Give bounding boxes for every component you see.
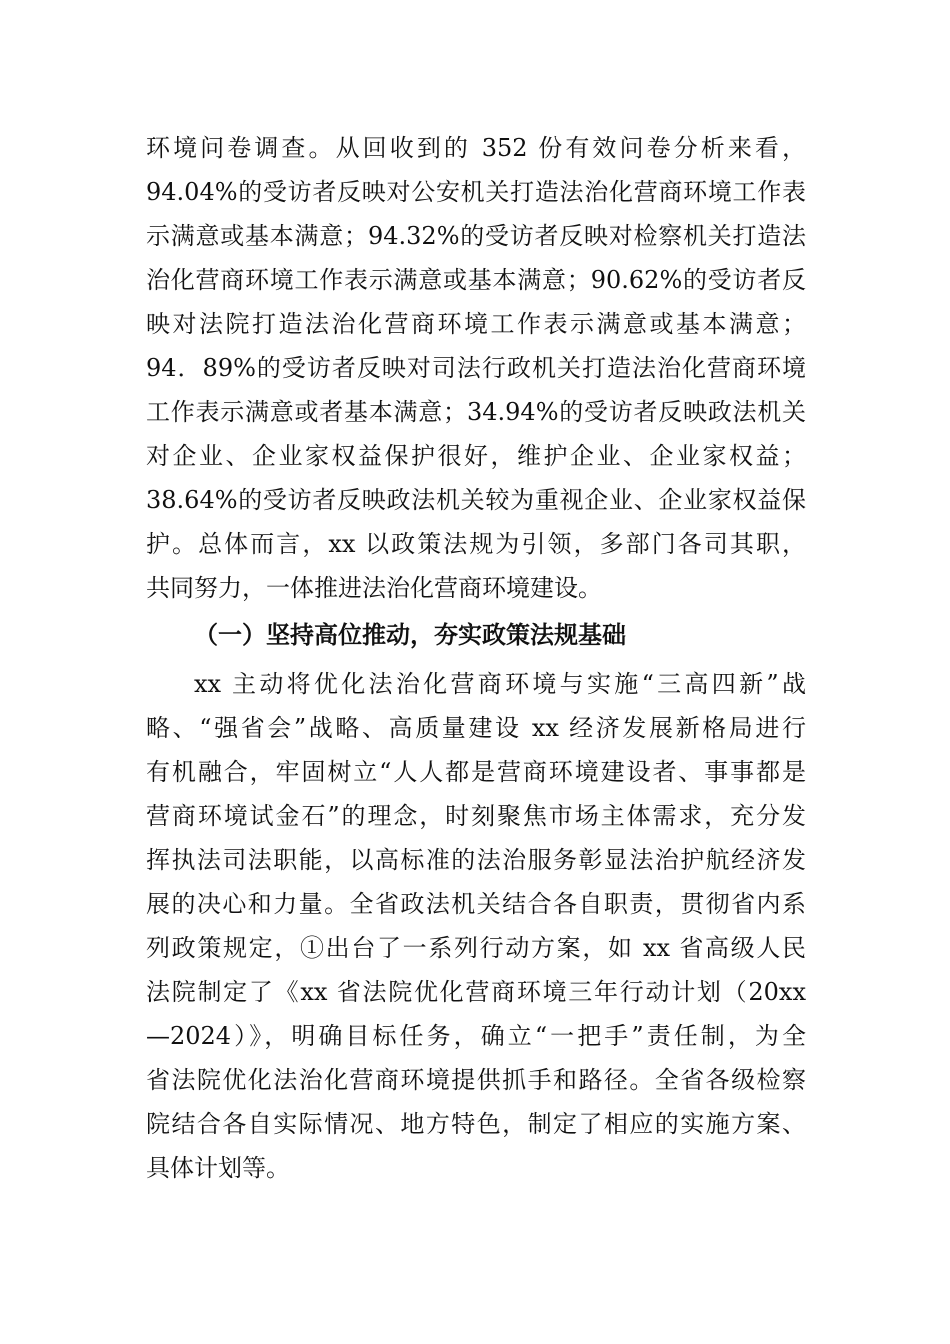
text-line: 工作表示满意或者基本满意；34.94%的受访者反映政法机关 [146,398,806,426]
text-line: 挥执法司法职能，以高标准的法治服务彰显法治护航经济发 [146,846,806,874]
text-line: 有机融合，牢固树立“人人都是营商环境建设者、事事都是 [146,758,806,786]
text-line: 共同努力，一体推进法治化营商环境建设。 [146,574,602,602]
text-line: 列政策规定，①出台了一系列行动方案，如 xx 省高级人民 [146,934,806,962]
text-line: 法院制定了《xx 省法院优化营商环境三年行动计划（20xx [146,978,806,1006]
text-line: 治化营商环境工作表示满意或基本满意；90.62%的受访者反 [146,266,806,294]
text-line: 展的决心和力量。全省政法机关结合各自职责，贯彻省内系 [146,890,806,918]
section-heading: （一）坚持高位推动，夯实政策法规基础 [194,620,626,649]
text-line: 护。总体而言，xx 以政策法规为引领，多部门各司其职， [146,530,806,558]
text-line: 对企业、企业家权益保护很好，维护企业、企业家权益； [146,442,806,470]
text-line: 营商环境试金石”的理念，时刻聚焦市场主体需求，充分发 [146,802,806,830]
text-line: —2024）》，明确目标任务，确立“一把手”责任制，为全 [146,1022,806,1050]
text-line: 略、“强省会”战略、高质量建设 xx 经济发展新格局进行 [146,714,806,742]
text-line: 映对法院打造法治化营商环境工作表示满意或基本满意； [146,310,806,338]
text-line: 具体计划等。 [146,1154,290,1182]
text-line: 94．89%的受访者反映对司法行政机关打造法治化营商环境 [146,354,806,382]
text-line: 38.64%的受访者反映政法机关较为重视企业、企业家权益保 [146,486,806,514]
text-line: 环境问卷调查。从回收到的 352 份有效问卷分析来看， [146,134,806,162]
text-line: 省法院优化法治化营商环境提供抓手和路径。全省各级检察 [146,1066,806,1094]
text-line: 示满意或基本满意；94.32%的受访者反映对检察机关打造法 [146,222,806,250]
text-line: xx 主动将优化法治化营商环境与实施“三高四新”战 [194,670,806,698]
text-line: 94.04%的受访者反映对公安机关打造法治化营商环境工作表 [146,178,806,206]
text-line: 院结合各自实际情况、地方特色，制定了相应的实施方案、 [146,1110,806,1138]
